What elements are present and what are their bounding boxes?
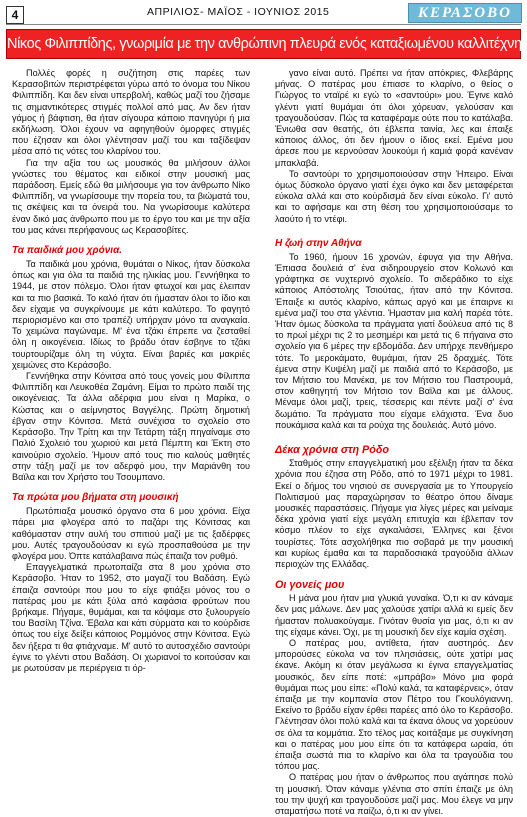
page-header <box>0 0 527 24</box>
section-heading: Οι γονείς μου <box>275 579 345 592</box>
paragraph: Τα παιδικά μου χρόνια, θυμάται ο Νίκος, ήταν δύσκολα όπως και για όλα τα παιδιά της ηλικίας μου. Γεννήθηκα το 1944, με στον πόλεμο. Όλοι ήταν φτωχοί και μας έλειπαν και τα πιο βασικά. Το καλό ήταν ότι ήμασταν όλοι το ίδιο και δεν είχαμε να συγκρίνουμε με κάτι καλύτερο. Το φαγητό περιορισμένο και στο τραπέζι υπήρχαν μόνο τα αναγκαία. Το χειμώνα παγώναμε. Μ' ένα τζάκι έπρεπε να ζεσταθεί όλη η οικογένεια. Ιδίως το βράδυ όταν έσβηνε το τζάκι τουρτουρίζαμε όλη τη νύχτα. Είναι βαριές και μακριές χειμώνες στο Κεράσοβο. <box>12 259 250 370</box>
issue-date: ΑΠΡΙΛΙΟΣ- ΜΑΪΟΣ - ΙΟΥΝΙΟΣ 2015 <box>147 6 330 18</box>
page-number: 4 <box>6 6 24 24</box>
paragraph: Το σαντούρι το χρησιμοποιούσαν στην Ήπειρο. Είναι όμως δύσκολο όργανο γιατί έχει όγκο και δεν μεταφέρεται εύκολα αλλά και στο κούρδισμά δεν είναι εύκολο. Γι' αυτό και το αφήσαμε και στη θέση του χρησιμοποιούσαμε το λαούτο ή το ντέφι. <box>275 168 513 224</box>
paragraph: Ο πατέρας μου, αντίθετα, ήταν αυστηρός. Δεν μπορούσες εύκολα να τον πλησιάσεις, ούτε χατίρι μας έκανε. Ακόμη κι όταν μεγάλωσα κι έγινα επαγγελματίας μουσικός, δεν είπε ποτέ: «μπράβο» Μόνο μια φορά θυμάμαι πως μου είπε: «Πολύ καλά, τα καταφέρνεις», όταν έπαιξα με την κομπανία στον Πέτρο του Γκουλόγιαννη. Εκείνο το βράδυ είχαν έρθει παρέες από όλο το Κεράσοβο. Γλέντησαν όλοι πολύ καλά και τα έκανα όλους να χορεύουν σε όλα τα κομμάτια. Στο τέλος μας κοιτάξαμε με συγκίνηση και ο πατέρας μου μου είπε ότι τα κατάφερα ωραία, ότι έπαιξα σωστά πια το κλαρίνο και όλα τα τραγούδια του τόπου μας. <box>275 637 513 772</box>
paragraph: Γεννήθηκα στην Κόνιτσα από τους γονείς μου Φίλιππα Φιλιππίδη και Λευκοθέα Ζαμάνη. Είμαι το πρώτο παιδί της οικογένειας. Τα άλλα αδέρφια μου είναι η Μαρίκα, ο Κώστας και ο αείμνηστος Βαγγέλης. Πρώτη δημοτική έβγαν στην Κόνιτσα. Μετά συνέχισα το σχολείο στο Κεράσοβο. Την Τρίτη και την Τετάρτη τάξη πηγαίναμε στο Παλιό Σχολειό του χωριού και μετά Πέμπτη και Έκτη στο καινούριο σχολείο. Ήμουν από τους πιο καλούς μαθητές στην τάξη μαζί με τον αδερφό μου, την Μαριάνθη του Βαϊλα και τον Χρήστο του Τσουμπανο. <box>12 371 250 482</box>
paragraph: Σταθμός στην επαγγελματική μου εξέλιξη ήταν τα δέκα χρόνια που έζησα στη Ρόδο, από το 1971 μέχρι το 1981. Εκεί ο δήμος του νησιού σε συνεργασία με το Υπουργείο Πολιτισμού μας παραχώρησαν το θέατρο όπου δίναμε μουσικές παραστάσεις. Πήγαμε για λίγες μέρες και μείναμε δέκα χρόνια γιατί είχε μεγάλη επιτυχία και έβλεπαν τον κόσμο πλέον το είχε αγκαλιάσει, Έλληνες και ξένοι τουρίστες. Τότε ασχολήθηκα πιο σοβαρά με την μουσική και κυρίως έμαθα και τα παραδοσιακά τραγούδια άλλων περιοχών της Ελλάδας. <box>275 458 513 569</box>
right-column <box>275 68 513 817</box>
article-title: Νίκος Φιλιππίδης, γνωριμία με την ανθρώπινη πλευρά ενός καταξιωμένου καλλιτέχνη <box>7 36 522 52</box>
paragraph: Για την αξία του ως μουσικός θα μιλήσουν άλλοι γνώστες του θέματος και ειδικοί στην μουσική μας παράδοση. Εμείς εδώ θα μιλήσουμε για τον άνθρωπο Νίκο Φιλιππίδη, να γνωρίσουμε την πορεία του, τα βιώματά του, τις σκέψεις και τα όνειρά του. Να γνωρίσουμε καλύτερα έναν δικό μας άνθρωπο που με το έργο του και με την αξία του μας κάνει περήφανους ως Κερασοβίτες. <box>12 157 250 235</box>
section-heading: Τα παιδικά μου χρόνια. <box>12 245 123 257</box>
paragraph: Πρωτόπιαξα μουσικό όργανο στα 6 μου χρόνια. Είχα πάρει μια φλογέρα από το παζάρι της Κόνιτσας και καθόμασταν στην αυλή του σπιτιού μαζί με τις ξαδέρφες μου. Αυτές τραγουδούσαν κι εγώ προσπαθούσα με την φλογέρα μου. Όπτε κατάλαβαινα πώς έπαιζα τον ρυθμό. <box>12 506 250 561</box>
paragraph: Πολλές φορές η συζήτηση στις παρέες των Κερασοβιτών περιστρέφεται γύρω από το όνομα του Νίκου Φιλιππίδη. Και δεν είναι υπερβολή, καθώς μαζί του ζήσαμε τις σημαντικότερες στιγμές πολλοί από μας. Αν δεν ήταν γάμος ή βάφτιση, θα ήταν σίγουρα κάποιο πανηγύρι ή μια εκδήλωση. Όλοι έχουν να αφηγηθούν όμορφες στιγμές που έζησαν και όλοι γλέντησαν μαζί του και ταξίδεψαν μέσα από τις νότες του κλαρίνου του. <box>12 68 250 157</box>
section-heading: Τα πρώτα μου βήματα στη μουσική <box>12 492 179 504</box>
left-column <box>12 68 250 674</box>
paragraph: Το 1960, ήμουν 16 χρονών, έφυγα για την Αθήνα. Έπιασα δουλειά σ' ένα σιδηρουργείο στον Κολωνό και γράφτηκα σε νυχτερινό σχολείο. Το σιδεράδικο το είχε κάποιος Απόστολης Τσιούτας, ήταν από την Κόνιτσα. Έπαιξε κι αυτός κλαρίνο, κάπως αργό και με έπαιρνε κι εμένα μαζί του στα γλέντια. Ήμασταν μια καλή παρέα τότε. Ήταν όμως δύσκολα τα πράγματα γιατί δούλευα από τις 8 το πρωί μέχρι τις 2 το μεσημέρι και μετά τις 6 πήγαινα στο σχολείο για 6 μέρες την εβδομάδα. Δεν υπήρχε πενθήμερο τότε. Το μεροκάματο, θυμάμαι, ήταν 25 δραχμές. Τότε έμενα στην Κυψέλη μαζί με παιδιά από το Κεράσοβο, με τον Μήτσιο του Μανέκα, με τον Μήτσιο του Παστρουμά, στον καθηγητή τον Μήτσιο τον Βαϊλα και με άλλους. Μέναμε όλοι μαζί, τρεις, τέσσερις και πέντε μαζί σ' ένα δωμάτιο. Τα πράγματα που είχαμε ελάχιστα. Ένα δυο πουκάμισα καλά και τα ρούχα της δουλειάς. Αυτό μόνο. <box>275 251 513 430</box>
article-title-bar <box>6 29 521 59</box>
newspaper-logo: ΚΕΡΑΣΟΒΟ <box>408 3 522 23</box>
paragraph: Ο πατέρας μου ήταν ο άνθρωπος που αγάπησε πολύ τη μουσική. Όταν κάναμε γλέντια στο σπίτι έπαιζε με όλη του την ψυχή και τραγουδούσε μαζί μας. Μου έλεγε να μην σταματήσω ποτέ να παίζω, ό,τι κι αν γίνει. <box>275 772 513 816</box>
paragraph: Επαγγελματικά πρωτοπαίζα στα 8 μου χρόνια στο Κεράσοβο. Ήταν το 1952, στο μαγαζί του Βαδάση. Εγώ έπαιζα σαντούρι που μου το είχε φτιάξει μόνος του ο πατέρας μου με κάτι ξύλα από καφάσια φρούτων που βρήκαμε. Πήγαμε, θυμάμαι, και τα κόψαμε στο ξυλουργείο του Βασίλη Τζίνα. Έβαλα και κάτι σύρματα και το κούρδισε όπως του είχε δείξει κάποιος Ρομμόνος στην Κόνιτσα. Εγώ δεν ήξερα τι θα φτιάχναμε. Μ' αυτό το αυτοσχέδιο σαντούρι έγινε το γλέντι στου Βαδάση. Οι χωριανοί το κοιτούσαν και με ρωτούσαν με περιέργεια τι όρ- <box>12 562 250 673</box>
header-divider <box>6 24 521 25</box>
section-heading: Η ζωή στην Αθήνα <box>275 237 362 249</box>
paragraph: Η μάνα μου ήταν μια γλυκιά γυναίκα. Ό,τι κι αν κάναμε δεν μας μάλωνε. Δεν μας χαλούσε χατίρι αλλά κι εμείς δεν ήμασταν πολυακούγαμε. Γινόταν θυσία για μας, ό,τι κι αν της είχαμε κάνει. Όχι, με τη μουσική δεν είχε καμία σχέση. <box>275 593 513 637</box>
section-heading: Δέκα χρόνια στη Ρόδο <box>275 444 390 457</box>
paragraph: γανο είναι αυτό. Πρέπει να ήταν απόκριες, Φλεβάρης μήνας. Ο πατέρας μου έπιασε το κλαρίνο, ο θείος ο Γιώργος το νταϊρέ κι εγώ το «σαντούρι» μου. Έγινε καλό γλέντι γιατί θυμάμαι ότι όλοι χόρευαν, γελούσαν και τραγουδούσαν. Πώς τα καταφέραμε ούτε που το κατάλαβα. Ένιωθα σαν θεατής, ότι έβλεπα ταινία, λες και έπαιξε κάποιος άλλος, ότι δεν ήμουν ο ίδιος εκεί. Εμένα μου άρεσε που με κερνούσαν λουκούμι ή καμιά φορά κανέναν μπακλαβά. <box>275 68 513 168</box>
